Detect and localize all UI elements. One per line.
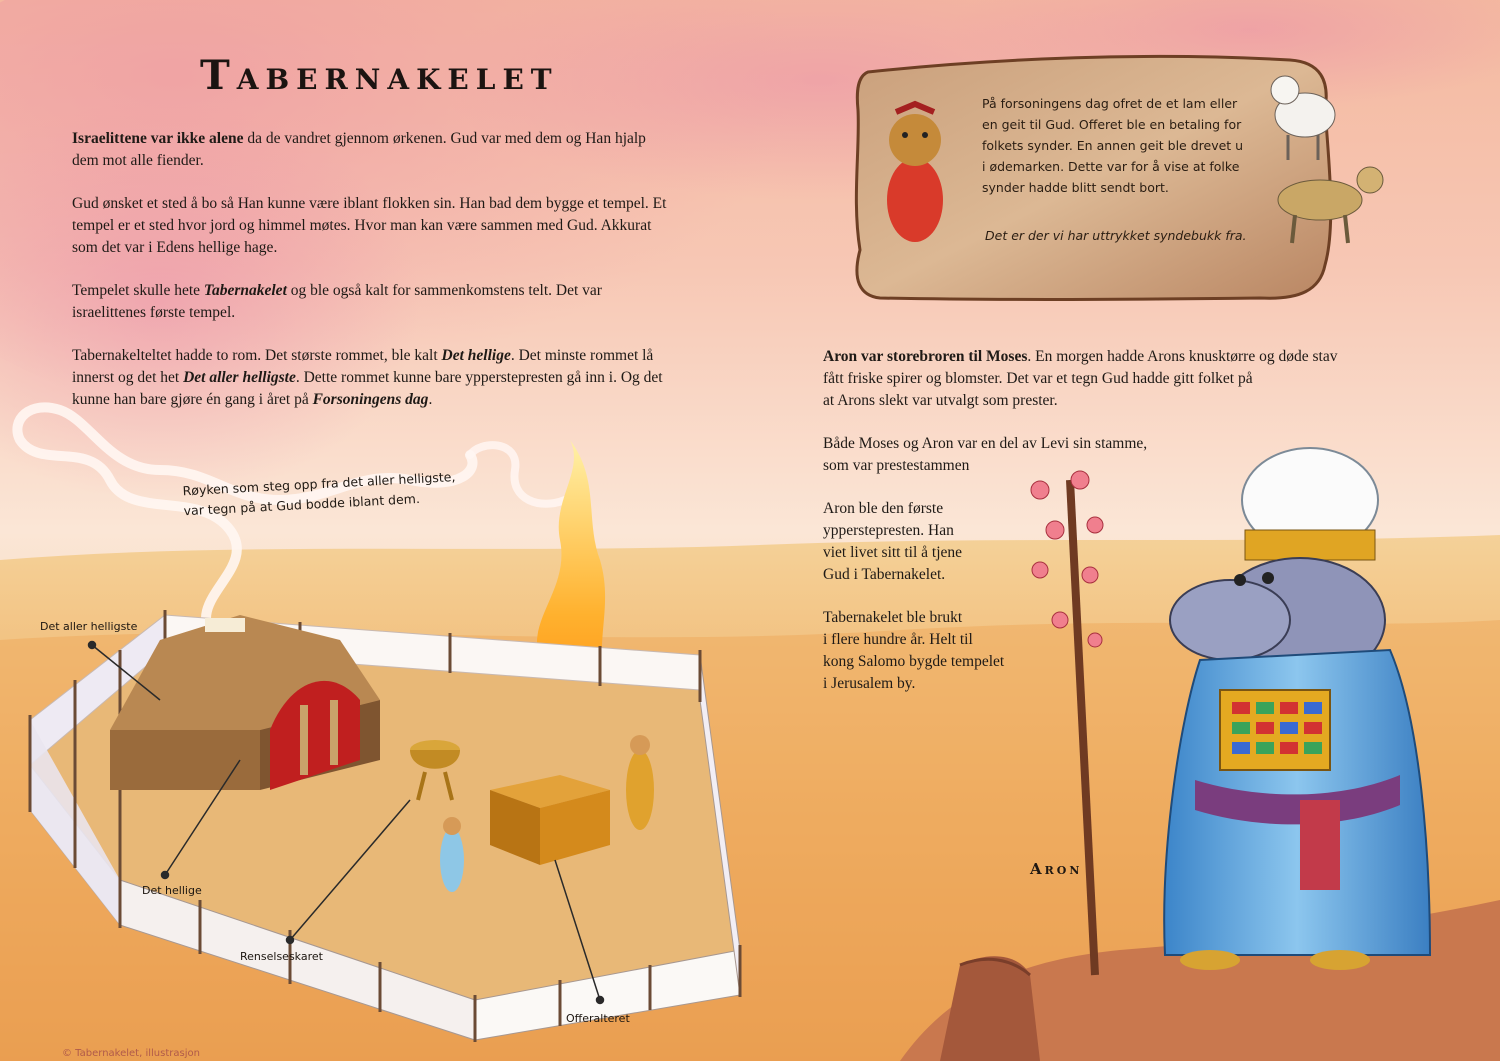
label-laver: Renselseskaret xyxy=(240,950,323,963)
p3-part-a: Tempelet skulle hete xyxy=(72,282,204,299)
scroll-text xyxy=(982,93,1272,198)
right-p4-line-2: i flere hundre år. Helt til xyxy=(823,631,973,648)
paragraph-1 xyxy=(72,128,672,172)
paragraph-4 xyxy=(72,345,672,411)
scroll-line-5: synder hadde blitt sendt bort. xyxy=(982,180,1169,195)
right-p1-line-3: at Arons slekt var utvalgt som prester. xyxy=(823,392,1058,409)
right-p1-line-1: . En morgen hadde Arons knusktørre og døde stav xyxy=(1027,348,1338,365)
smoke-caption-line-1: Røyken som steg opp fra det aller helligste, xyxy=(182,469,456,499)
paragraph-2: Gud ønsket et sted å bo så Han kunne være iblant flokken sin. Han bad dem bygge et tempel. Et tempel er et sted hvor jord og himmel møtes. Hvor man kan være sammen med Gud. Akkurat som det var i Edens hellige hage. xyxy=(72,195,667,256)
paragraph-3 xyxy=(72,280,672,324)
right-p3-line-1: Aron ble den første xyxy=(823,500,944,517)
right-p3-line-3: viet livet sitt til å tjene xyxy=(823,544,963,561)
right-paragraph-1-lead: Aron var storebroren til Moses xyxy=(823,348,1028,365)
label-holiest: Det aller helligste xyxy=(40,620,138,633)
p4-part-e: . Dette rommet kunne bare ypperstepresten gå inn i. Og det kunne han bare gjøre én gang i året på xyxy=(72,369,663,408)
smoke-caption-line-2: var tegn på at Gud bodde iblant dem. xyxy=(183,490,421,519)
label-holy: Det hellige xyxy=(142,884,202,897)
right-p4-line-3: kong Salomo bygde tempelet xyxy=(823,653,1005,670)
p4-part-a: Tabernakelteltet hadde to rom. Det største rommet, ble kalt xyxy=(72,347,442,364)
left-body-text xyxy=(72,128,672,432)
footnote: © Tabernakelet, illustrasjon xyxy=(62,1048,200,1059)
p4-emphasis-holy: Det hellige xyxy=(441,347,511,364)
aron-caption: Aron xyxy=(1030,860,1083,878)
scroll-note: Det er der vi har uttrykket syndebukk fra. xyxy=(985,228,1247,243)
right-p4-line-1: Tabernakelet ble brukt xyxy=(823,609,963,626)
right-p2-line-2: som var prestestammen xyxy=(823,457,970,474)
right-p1-line-2: fått friske spirer og blomster. Det var et tegn Gud hadde gitt folket på xyxy=(823,370,1253,387)
scroll-line-3: folkets synder. En annen geit ble drevet u xyxy=(982,138,1244,153)
scroll-line-2: en geit til Gud. Offeret ble en betaling for xyxy=(982,117,1242,132)
right-paragraph-4 xyxy=(823,607,1383,695)
page-title: Tabernakelet xyxy=(200,52,559,99)
right-p3-line-4: Gud i Tabernakelet. xyxy=(823,566,946,583)
label-altar: Offeralteret xyxy=(566,1012,630,1025)
p4-emphasis-holiest: Det aller helligste xyxy=(183,369,296,386)
paragraph-1-rest: da de vandret gjennom ørkenen. Gud var med dem og Han hjalp dem mot alle fiender. xyxy=(72,130,646,169)
right-p2-line-1: Både Moses og Aron var en del av Levi sin stamme, xyxy=(823,435,1148,452)
p3-emphasis: Tabernakelet xyxy=(203,282,287,299)
p4-part-c: . Det minste rommet lå innerst og det het xyxy=(72,347,654,386)
right-p3-line-2: ypperstepresten. Han xyxy=(823,522,954,539)
scroll-line-4: i ødemarken. Dette var for å vise at folke xyxy=(982,159,1240,174)
p4-emphasis-atonement: Forsoningens dag xyxy=(312,391,429,408)
scroll-line-1: På forsoningens dag ofret de et lam eller xyxy=(982,96,1238,111)
p4-part-g: . xyxy=(428,391,433,408)
right-paragraph-2 xyxy=(823,433,1383,477)
right-paragraph-3 xyxy=(823,498,1383,586)
right-p4-line-4: i Jerusalem by. xyxy=(823,675,916,692)
right-body-text xyxy=(823,346,1383,716)
paragraph-1-lead: Israelittene var ikke alene xyxy=(72,130,244,147)
p3-part-c: og ble også kalt for sammenkomstens telt. Det var israelittenes første tempel. xyxy=(72,282,602,321)
right-paragraph-1 xyxy=(823,346,1383,412)
